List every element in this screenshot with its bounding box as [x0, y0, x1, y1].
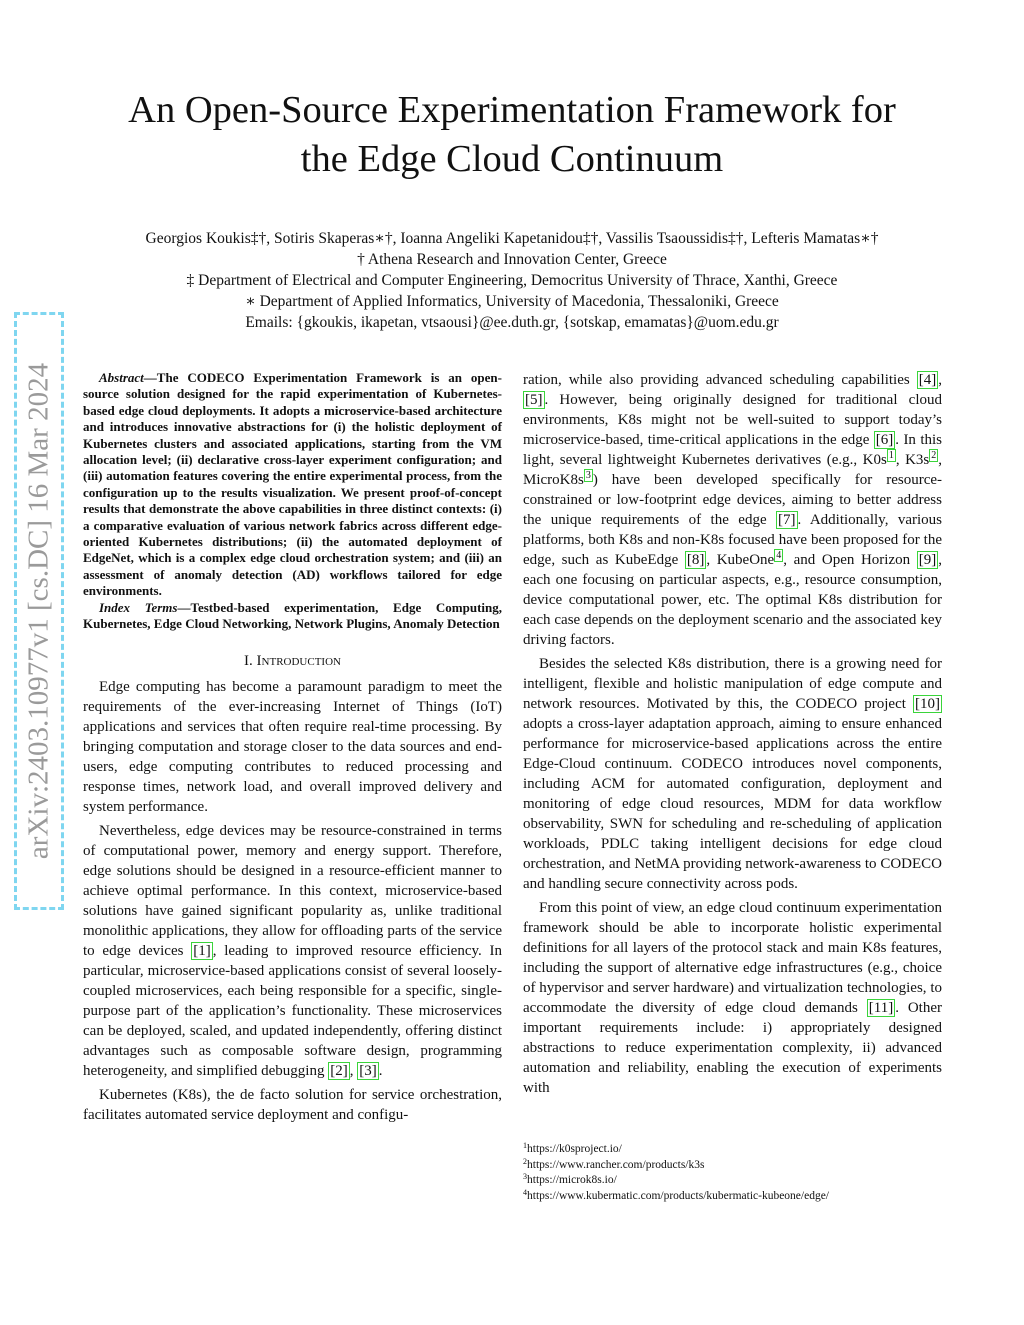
affiliation-uom: ∗ Department of Applied Informatics, University of Macedonia, Thessaloniki, Greece [245, 293, 779, 310]
footnote-link[interactable]: 4 [776, 550, 782, 561]
citation-link[interactable]: [11] [868, 1000, 894, 1016]
citation-link[interactable]: [1] [193, 942, 211, 959]
citation-link[interactable]: [10] [915, 696, 940, 712]
text-run: , leading to improved resource efficiency. In particular, microservice-based applications consist of several loosely-coupled microservices, each being responsible for a specific, single-purpose part of the application’s functionality. These microservices can be deployed, scaled, and updated independently, offering distinct advantages such as composable software design, programming heterogeneity, and simplified debugging [83, 942, 502, 1079]
text-run: Nevertheless, edge devices may be resource-constrained in terms of computational power, memory and energy support. Therefore, edge solutions should be designed in a resource-efficient manner to achieve optimal performance. In this context, microservice-based solutions have gained significant popularity as, unlike traditional monolithic applications, they allow for offloading parts of the service to edge devices [83, 822, 502, 959]
text-run: , KubeOne [706, 552, 775, 568]
text-run: . Additionally, various platforms, both K8s and non-K8s focused have been proposed for the edge, such as KubeEdge [523, 512, 943, 568]
index-terms-text: —Testbed-based experimentation, Edge Computing, Kubernetes, Edge Cloud Networking, Network Plugins, Anomaly Detection [83, 599, 502, 632]
footnote-url[interactable]: https://k0sproject.io/ [527, 1143, 622, 1155]
section-title: Introduction [256, 652, 341, 669]
arxiv-stamp-text: arXiv:2403.10977v1 [cs.DC] 16 Mar 2024 [22, 362, 55, 860]
citation-link[interactable]: [5] [525, 392, 543, 408]
footnote [523, 1173, 942, 1189]
section-number: I. [244, 652, 253, 669]
intro-paragraph-3: Kubernetes (K8s), the de facto solution for service orchestration, facilitates automated service deployment and configu- [83, 1086, 502, 1123]
index-terms [83, 600, 502, 633]
footnote-number: 2 [523, 1156, 527, 1166]
footnote [523, 1158, 942, 1174]
text-run: . However, being originally designed for traditional cloud environments, K8s might not be well-suited to support today’s microservice-based, time-critical applications in the edge [523, 392, 942, 448]
affiliation-athena: † Athena Research and Innovation Center, Greece [357, 251, 667, 268]
title-line-2: the Edge Cloud Continuum [300, 138, 724, 180]
text-run: Besides the selected K8s distribution, there is a growing need for intelligent, flexible and holistic manipulation of edge compute and network resources. Motivated by this, the CODECO project [523, 656, 942, 712]
text-run: , [349, 1062, 358, 1079]
citation-link[interactable]: [7] [778, 512, 796, 528]
citation-link[interactable]: [9] [918, 552, 937, 568]
section-heading [83, 651, 502, 671]
footnote-link[interactable]: 2 [931, 450, 937, 461]
title-line-1: An Open-Source Experimentation Framework for [128, 89, 896, 131]
text-run: ration, while also providing advanced scheduling capabilities [523, 372, 917, 388]
footnote-url[interactable]: https://www.kubermatic.com/products/kubermatic-kubeone/edge/ [527, 1189, 830, 1202]
right-paragraph-3 [523, 898, 942, 1098]
citation-link[interactable]: [6] [875, 432, 894, 448]
intro-paragraph-2 [83, 821, 502, 1081]
footnote-link[interactable]: 3 [585, 470, 591, 481]
citation-link[interactable]: [3] [359, 1062, 377, 1079]
footnote-link[interactable]: 1 [888, 450, 894, 461]
right-paragraph-2 [523, 654, 942, 894]
paper-title [60, 86, 964, 184]
author-block [60, 228, 964, 333]
citation-link[interactable]: [4] [918, 372, 937, 388]
index-terms-label: Index Terms [99, 599, 178, 615]
text-run: , each one focusing on particular aspects, e.g., resource consumption, device computational power, etc. The optimal K8s distribution for each case depends on the deployment scenario and the associated key driving factors. [523, 552, 942, 648]
text-run: ) have been developed specifically for resource-constrained or low-footprint edge devices, aiming to better address the unique requirements of the edge [523, 472, 942, 528]
author-list: Georgios Koukis‡†, Sotiris Skaperas∗†, Ioanna Angeliki Kapetanidou‡†, Vassilis Tsaoussidis‡†, Lefteris Mamatas∗† [145, 230, 879, 247]
footnote-number: 1 [523, 1141, 527, 1150]
text-run: adopts a cross-layer adaptation approach, aiming to ensure enhanced performance for microservice-based applications across the entire Edge-Cloud continuum. CODECO introduces novel components, including ACM for automated configuration, deployment and monitoring of edge cloud resources, MDM for data workflow observability, SWN for scheduling and re-scheduling of application workloads, PDLC taking intelligent decisions for edge cloud orchestration, and NetMA providing network-awareness to CODECO and handling secure connectivity across pods. [523, 716, 942, 892]
text-run: . [378, 1062, 383, 1079]
text-run: . Other important requirements include: i) appropriately designed abstractions to reduce experimentation complexity, ii) advanced automation and reliability, enabling the execution of experiments with [523, 1000, 942, 1096]
text-run: From this point of view, an edge cloud continuum experimentation framework should be able to incorporate holistic experimental definitions for all layers of the protocol stack and main K8s features, including the support of alternative edge infrastructures (e.g., choice of hypervisor and server hardware) and virtualization technologies, to accommodate the diversity of edge cloud demands [523, 900, 942, 1016]
footnote [523, 1142, 942, 1158]
affiliation-duth: ‡ Department of Electrical and Computer Engineering, Democritus University of Thrace, Xanthi, Greece [186, 272, 838, 289]
text-run: . In this light, several lightweight Kubernetes derivatives (e.g., K0s [523, 432, 942, 468]
text-run: , MicroK8s [523, 452, 942, 488]
intro-paragraph-1: Edge computing has become a paramount paradigm to meet the requirements of the ever-increasing Internet of Things (IoT) applications and services that often require real-time processing. By bringing computation and storage closer to the data sources and end-users, edge computing contributes to reduced processing and response times, network load, and overall improved delivery and system performance. [83, 678, 502, 815]
footnotes [523, 1142, 942, 1204]
abstract-text: —The CODECO Experimentation Framework is an open-source solution designed for the rapid experimentation of Kubernetes-based edge cloud deployments. It adopts a microservice-based architecture and introduces innovative abstractions for (i) the holistic deployment of Kubernetes clusters and associated applications, starting from the VM allocation level; (ii) declarative cross-layer experiment configuration; and (iii) automation features covering the entire experimental process, from the configuration up to the results visualization. We present proof-of-concept results that demonstrate the above capabilities in three distinct contexts: (i) a comparative evaluation of various network fabrics across different edge-oriented Kubernetes distributions; (ii) the automated deployment of EdgeNet, which is a complex edge cloud orchestration system; and (iii) an assessment of anomaly detection (AD) workflows tailored for edge environments. [83, 370, 502, 599]
right-column [523, 370, 942, 1098]
abstract [83, 370, 502, 600]
footnote-number: 4 [523, 1187, 527, 1197]
footnote-number: 3 [523, 1172, 527, 1181]
text-run: , [938, 372, 942, 388]
citation-link[interactable]: [2] [330, 1062, 348, 1079]
abstract-label: Abstract [99, 370, 144, 385]
text-run: , and Open Horizon [783, 552, 917, 568]
footnote [523, 1189, 942, 1205]
arxiv-watermark [14, 312, 64, 910]
footnote-url[interactable]: https://microk8s.io/ [527, 1174, 617, 1186]
author-emails: Emails: {gkoukis, ikapetan, vtsaousi}@ee.duth.gr, {sotskap, emamatas}@uom.edu.gr [245, 314, 779, 331]
text-run: , K3s [895, 452, 930, 468]
right-paragraph-1 [523, 370, 942, 650]
footnote-url[interactable]: https://www.rancher.com/products/k3s [527, 1158, 705, 1171]
left-column [83, 370, 502, 1125]
citation-link[interactable]: [8] [686, 552, 705, 568]
